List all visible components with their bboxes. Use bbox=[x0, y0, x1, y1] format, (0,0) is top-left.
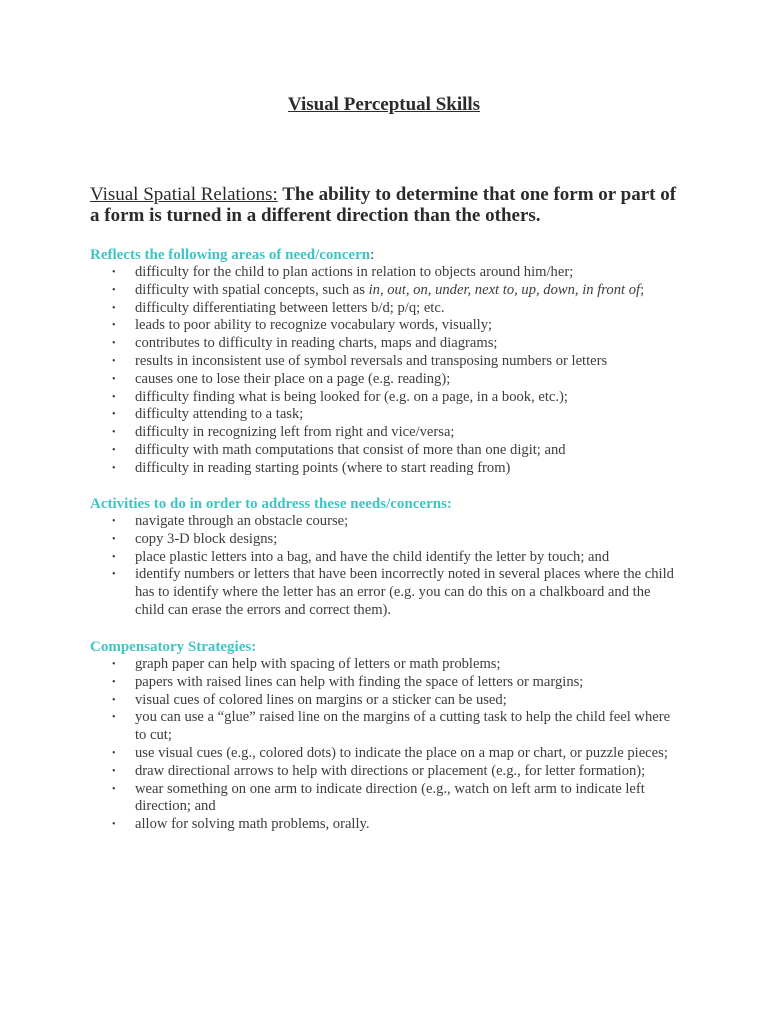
bullet-icon bbox=[112, 763, 116, 781]
bullet-icon bbox=[112, 513, 116, 531]
list-item: • difficulty with math computations that consist of more than one digit; and bbox=[90, 442, 680, 460]
definition-heading bbox=[90, 184, 680, 226]
list-item: • papers with raised lines can help with finding the space of letters or margins; bbox=[90, 674, 680, 692]
list-item: • difficulty finding what is being looked for (e.g. on a page, in a book, etc.); bbox=[90, 389, 680, 407]
needs-title-colon: : bbox=[370, 247, 375, 263]
strategies-section-title: Compensatory Strategies: bbox=[90, 639, 257, 655]
bullet-icon bbox=[112, 335, 116, 353]
list-item: • visual cues of colored lines on margins or a sticker can be used; bbox=[90, 692, 680, 710]
needs-list bbox=[90, 264, 680, 478]
list-item: • causes one to lose their place on a page (e.g. reading); bbox=[90, 371, 680, 389]
list-item: • difficulty differentiating between letters b/d; p/q; etc. bbox=[90, 300, 680, 318]
list-item: • difficulty attending to a task; bbox=[90, 406, 680, 424]
list-item: • wear something on one arm to indicate direction (e.g., watch on left arm to indicate left direction; and bbox=[90, 781, 680, 817]
bullet-icon bbox=[112, 566, 116, 584]
activities-list bbox=[90, 513, 680, 620]
bullet-icon bbox=[112, 300, 116, 318]
list-item: • leads to poor ability to recognize vocabulary words, visually; bbox=[90, 317, 680, 335]
activities-section-title: Activities to do in order to address these needs/concerns: bbox=[90, 496, 452, 512]
strategies-list bbox=[90, 656, 680, 834]
bullet-icon bbox=[112, 406, 116, 424]
bullet-icon bbox=[112, 531, 116, 549]
list-item: • copy 3-D block designs; bbox=[90, 531, 680, 549]
bullet-icon bbox=[112, 816, 116, 834]
bullet-icon bbox=[112, 442, 116, 460]
list-item: • navigate through an obstacle course; bbox=[90, 513, 680, 531]
list-item: • you can use a “glue” raised line on the margins of a cutting task to help the child feel where to cut; bbox=[90, 709, 680, 745]
list-item: • contributes to difficulty in reading charts, maps and diagrams; bbox=[90, 335, 680, 353]
heading-term: Visual Spatial Relations: bbox=[90, 184, 278, 205]
list-item: • difficulty for the child to plan actions in relation to objects around him/her; bbox=[90, 264, 680, 282]
bullet-icon bbox=[112, 549, 116, 567]
list-item: • use visual cues (e.g., colored dots) to indicate the place on a map or chart, or puzzle pieces; bbox=[90, 745, 680, 763]
bullet-icon bbox=[112, 317, 116, 335]
bullet-icon bbox=[112, 709, 116, 727]
heading-definition: The ability to determine that one form or part of a form is turned in a different direction than the others. bbox=[90, 184, 677, 226]
list-item: • identify numbers or letters that have been incorrectly noted in several places where the child has to identify where the letter has an error (e.g. you can do this on a chalkboard and the child can erase the errors and correct them). bbox=[90, 566, 680, 619]
bullet-icon bbox=[112, 460, 116, 478]
list-item: • difficulty in reading starting points (where to start reading from) bbox=[90, 460, 680, 478]
bullet-icon bbox=[112, 692, 116, 710]
needs-title-text: Reflects the following areas of need/concern bbox=[90, 247, 371, 263]
list-item: • allow for solving math problems, orally. bbox=[90, 816, 680, 834]
list-item: • draw directional arrows to help with directions or placement (e.g., for letter formation); bbox=[90, 763, 680, 781]
bullet-icon bbox=[112, 674, 116, 692]
bullet-icon bbox=[112, 282, 116, 300]
bullet-icon bbox=[112, 781, 116, 799]
list-item: • difficulty in recognizing left from right and vice/versa; bbox=[90, 424, 680, 442]
list-item: • graph paper can help with spacing of letters or math problems; bbox=[90, 656, 680, 674]
bullet-icon bbox=[112, 745, 116, 763]
spatial-concepts-italic: in, out, on, under, next to, up, down, in front of bbox=[368, 281, 641, 298]
needs-section-title bbox=[90, 246, 374, 264]
list-item: • results in inconsistent use of symbol reversals and transposing numbers or letters bbox=[90, 353, 680, 371]
bullet-icon bbox=[112, 389, 116, 407]
bullet-icon bbox=[112, 424, 116, 442]
list-item: • place plastic letters into a bag, and have the child identify the letter by touch; and bbox=[90, 549, 680, 567]
bullet-icon bbox=[112, 353, 116, 371]
bullet-icon bbox=[112, 371, 116, 389]
page-title: Visual Perceptual Skills bbox=[287, 94, 481, 115]
bullet-icon bbox=[112, 656, 116, 674]
list-item: • difficulty with spatial concepts, such as in, out, on, under, next to, up, down, in front of; bbox=[90, 282, 680, 300]
bullet-icon bbox=[112, 264, 116, 282]
